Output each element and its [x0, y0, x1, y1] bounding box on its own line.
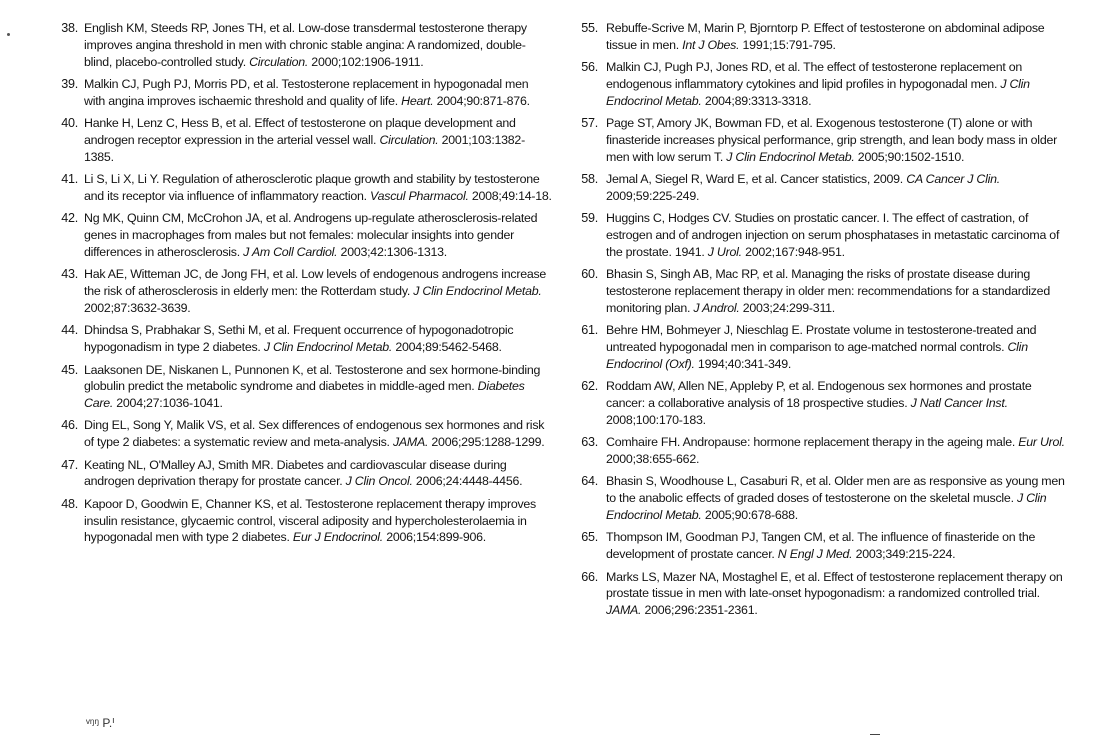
reference-journal: J Clin Endocrinol Metab.: [263, 340, 393, 355]
reference-authors-title: Keating NL, O'Malley AJ, Smith MR. Diabetes and cardiovascular disease during androgen deprivation therapy for prostate cancer.: [84, 457, 507, 489]
reference-number: 61.: [581, 323, 598, 338]
reference-number: 44.: [61, 323, 78, 338]
reference-number: 66.: [581, 569, 598, 584]
reference-journal: J Natl Cancer Inst.: [910, 396, 1008, 411]
reference-citation: 1994;40:341-349.: [697, 356, 792, 371]
reference-item: [52, 457, 552, 491]
reference-authors-title: Bhasin S, Woodhouse L, Casaburi R, et al. Older men are as responsive as young men to the anabolic effects of graded doses of testosterone on the skeletal muscle.: [606, 474, 1065, 506]
reference-number: 41.: [61, 172, 78, 187]
reference-item: [568, 59, 1068, 109]
reference-authors-title: Roddam AW, Allen NE, Appleby P, et al. Endogenous sex hormones and prostate cancer: a collaborative analysis of 18 prospective studies.: [606, 379, 1032, 411]
reference-citation: 2004;89:5462-5468.: [395, 340, 502, 355]
reference-journal: Clin Endocrinol (Oxf).: [606, 340, 1028, 371]
reference-number: 38.: [61, 21, 78, 35]
reference-item: [568, 115, 1068, 165]
reference-number: 58.: [581, 172, 598, 187]
reference-item: [52, 115, 552, 165]
reference-journal: J Urol.: [707, 244, 742, 259]
reference-number: 56.: [581, 60, 598, 75]
reference-item: [568, 378, 1068, 428]
footer-fragment: ᵛᵑᵑ P.ᑊ: [86, 716, 115, 730]
reference-journal: Eur Urol.: [1018, 435, 1065, 450]
reference-authors-title: Laaksonen DE, Niskanen L, Punnonen K, et al. Testosterone and sex hormone-binding globulin predict the metabolic syndrome and diabetes in middle-aged men.: [84, 362, 541, 394]
reference-item: [52, 20, 552, 70]
reference-citation: 2008;100:170-183.: [606, 412, 706, 427]
reference-item: [568, 569, 1068, 619]
reference-journal: Eur J Endocrinol.: [292, 530, 383, 545]
reference-journal: Circulation.: [249, 54, 309, 69]
reference-journal: Int J Obes.: [682, 37, 740, 52]
reference-number: 65.: [581, 530, 598, 545]
reference-item: [52, 362, 552, 412]
reference-authors-title: Hanke H, Lenz C, Hess B, et al. Effect of testosterone on plaque development and androgen receptor expression in the arterial vessel wall.: [84, 116, 516, 147]
reference-authors-title: Page ST, Amory JK, Bowman FD, et al. Exogenous testosterone (T) alone or with finasteride increases physical performance, grip strength, and lean body mass in older men with low serum T.: [606, 116, 1057, 164]
reference-journal: J Clin Oncol.: [345, 474, 413, 489]
reference-citation: 2006;296:2351-2361.: [644, 603, 758, 618]
reference-journal: J Clin Endocrinol Metab.: [606, 76, 1030, 108]
reference-authors-title: Malkin CJ, Pugh PJ, Morris PD, et al. Testosterone replacement in hypogonadal men with angina improves ischaemic threshold and quality of life.: [84, 76, 529, 108]
reference-authors-title: Bhasin S, Singh AB, Mac RP, et al. Managing the risks of prostate disease during testosterone replacement therapy in older men: recommendations for a standardized monitoring plan.: [606, 267, 1050, 315]
reference-citation: 2002;167:948-951.: [745, 244, 845, 259]
scan-speck: [7, 33, 10, 36]
reference-item: [568, 322, 1068, 372]
reference-number: 40.: [61, 116, 78, 131]
reference-number: 63.: [581, 435, 598, 450]
reference-journal: N Engl J Med.: [777, 547, 853, 562]
reference-item: [568, 266, 1068, 316]
reference-item: [568, 20, 1068, 54]
reference-citation: 1991;15:791-795.: [742, 37, 836, 52]
reference-authors-title: Huggins C, Hodges CV. Studies on prostatic cancer. I. The effect of castration, of estrogen and of androgen injection on serum phosphatases in metastatic carcinoma of the prostate. 1941.: [606, 211, 1060, 259]
reference-number: 62.: [581, 379, 598, 394]
reference-citation: 2005;90:678-688.: [704, 508, 798, 523]
reference-authors-title: Dhindsa S, Prabhakar S, Sethi M, et al. Frequent occurrence of hypogonadotropic hypogonadism in type 2 diabetes.: [84, 323, 514, 355]
reference-citation: 2004;27:1036-1041.: [116, 396, 223, 411]
reference-citation: 2001;103:1382-1385.: [84, 132, 525, 164]
reference-journal: CA Cancer J Clin.: [906, 172, 1000, 187]
reference-authors-title: English KM, Steeds RP, Jones TH, et al. Low-dose transdermal testosterone therapy improves angina threshold in men with chronic stable angina: A randomized, double-blind, placebo-controlled study.: [84, 21, 527, 69]
reference-number: 48.: [61, 496, 78, 511]
reference-journal: J Androl.: [693, 300, 740, 315]
reference-number: 60.: [581, 267, 598, 282]
reference-authors-title: Hak AE, Witteman JC, de Jong FH, et al. Low levels of endogenous androgens increase the risk of atherosclerosis in elderly men: the Rotterdam study.: [84, 267, 547, 299]
reference-journal: Heart.: [401, 93, 434, 108]
reference-citation: 2003;24:299-311.: [742, 300, 835, 315]
reference-journal: J Clin Endocrinol Metab.: [413, 284, 542, 299]
references-right-column: [568, 20, 1068, 625]
reference-authors-title: Ding EL, Song Y, Malik VS, et al. Sex differences of endogenous sex hormones and risk of type 2 diabetes: a systematic review and meta-analysis.: [84, 418, 545, 450]
reference-citation: 2004;89:3313-3318.: [704, 93, 812, 108]
reference-number: 39.: [61, 76, 78, 91]
reference-authors-title: Li S, Li X, Li Y. Regulation of atherosclerotic plaque growth and stability by testosterone and its receptor via influence of inflammatory reaction.: [84, 172, 540, 203]
reference-authors-title: Jemal A, Siegel R, Ward E, et al. Cancer statistics, 2009.: [606, 172, 904, 187]
reference-item: [52, 496, 552, 546]
reference-item: [52, 210, 552, 260]
reference-number: 55.: [581, 21, 598, 35]
reference-authors-title: Comhaire FH. Andropause: hormone replacement therapy in the ageing male.: [606, 435, 1016, 450]
reference-citation: 2003;349:215-224.: [855, 547, 956, 562]
reference-item: [568, 473, 1068, 523]
reference-citation: 2006;295:1288-1299.: [431, 435, 545, 450]
reference-authors-title: Malkin CJ, Pugh PJ, Jones RD, et al. The effect of testosterone replacement on endogenous inflammatory cytokines and lipid profiles in hypogonadal men.: [606, 60, 1023, 91]
reference-journal: J Clin Endocrinol Metab.: [606, 491, 1047, 523]
reference-citation: 2000;38:655-662.: [606, 452, 700, 467]
reference-number: 45.: [61, 362, 78, 377]
reference-authors-title: Marks LS, Mazer NA, Mostaghel E, et al. Effect of testosterone replacement therapy on prostate tissue in men with late-onset hypogonadism: a randomized controlled trial.: [606, 569, 1063, 601]
reference-number: 57.: [581, 116, 598, 131]
reference-citation: 2000;102:1906-1911.: [311, 54, 424, 69]
reference-authors-title: Behre HM, Bohmeyer J, Nieschlag E. Prostate volume in testosterone-treated and untreated hypogonadal men in comparison to age-matched normal controls.: [606, 323, 1037, 355]
reference-number: 64.: [581, 474, 598, 489]
reference-item: [568, 171, 1068, 205]
references-left-column: [52, 20, 552, 552]
reference-number: 43.: [61, 267, 78, 282]
reference-journal: J Am Coll Cardiol.: [243, 244, 338, 259]
reference-citation: 2003;42:1306-1313.: [340, 244, 447, 259]
reference-citation: 2008;49:14-18.: [471, 188, 552, 203]
reference-authors-title: Rebuffe-Scrive M, Marin P, Bjorntorp P. Effect of testosterone on abdominal adipose tissue in men.: [606, 21, 1045, 52]
reference-journal: Vascul Pharmacol.: [370, 188, 469, 203]
reference-citation: 2005;90:1502-1510.: [857, 149, 965, 164]
reference-authors-title: Thompson IM, Goodman PJ, Tangen CM, et al. The influence of finasteride on the development of prostate cancer.: [606, 530, 1036, 562]
reference-item: [52, 266, 552, 316]
reference-item: [52, 322, 552, 356]
reference-journal: J Clin Endocrinol Metab.: [726, 149, 855, 164]
reference-item: [568, 529, 1068, 563]
reference-item: [568, 210, 1068, 260]
reference-number: 46.: [61, 418, 78, 433]
reference-item: [568, 434, 1068, 468]
reference-item: [52, 417, 552, 451]
reference-authors-title: Ng MK, Quinn CM, McCrohon JA, et al. Androgens up-regulate atherosclerosis-related genes in macrophages from males but not females: molecular insights into gender differences in atherosclerosis.: [84, 211, 538, 259]
reference-journal: Diabetes Care.: [84, 379, 525, 411]
reference-journal: Circulation.: [379, 132, 439, 147]
reference-journal: JAMA.: [606, 603, 642, 618]
reference-authors-title: Kapoor D, Goodwin E, Channer KS, et al. Testosterone replacement therapy improves insulin resistance, glycaemic control, visceral adiposity and hypercholesterolaemia in hypogonadal men with type 2 diabetes.: [84, 496, 536, 545]
reference-citation: 2002;87:3632-3639.: [84, 300, 191, 315]
reference-citation: 2006;24:4448-4456.: [415, 474, 523, 489]
reference-number: 42.: [61, 211, 78, 226]
reference-citation: 2009;59:225-249.: [606, 188, 700, 203]
scan-corner-mark: [870, 734, 880, 738]
reference-journal: JAMA.: [392, 435, 429, 450]
reference-number: 59.: [581, 211, 598, 226]
reference-citation: 2006;154:899-906.: [386, 530, 486, 545]
reference-item: [52, 76, 552, 110]
reference-item: [52, 171, 552, 205]
reference-number: 47.: [61, 457, 78, 472]
reference-citation: 2004;90:871-876.: [436, 93, 530, 108]
